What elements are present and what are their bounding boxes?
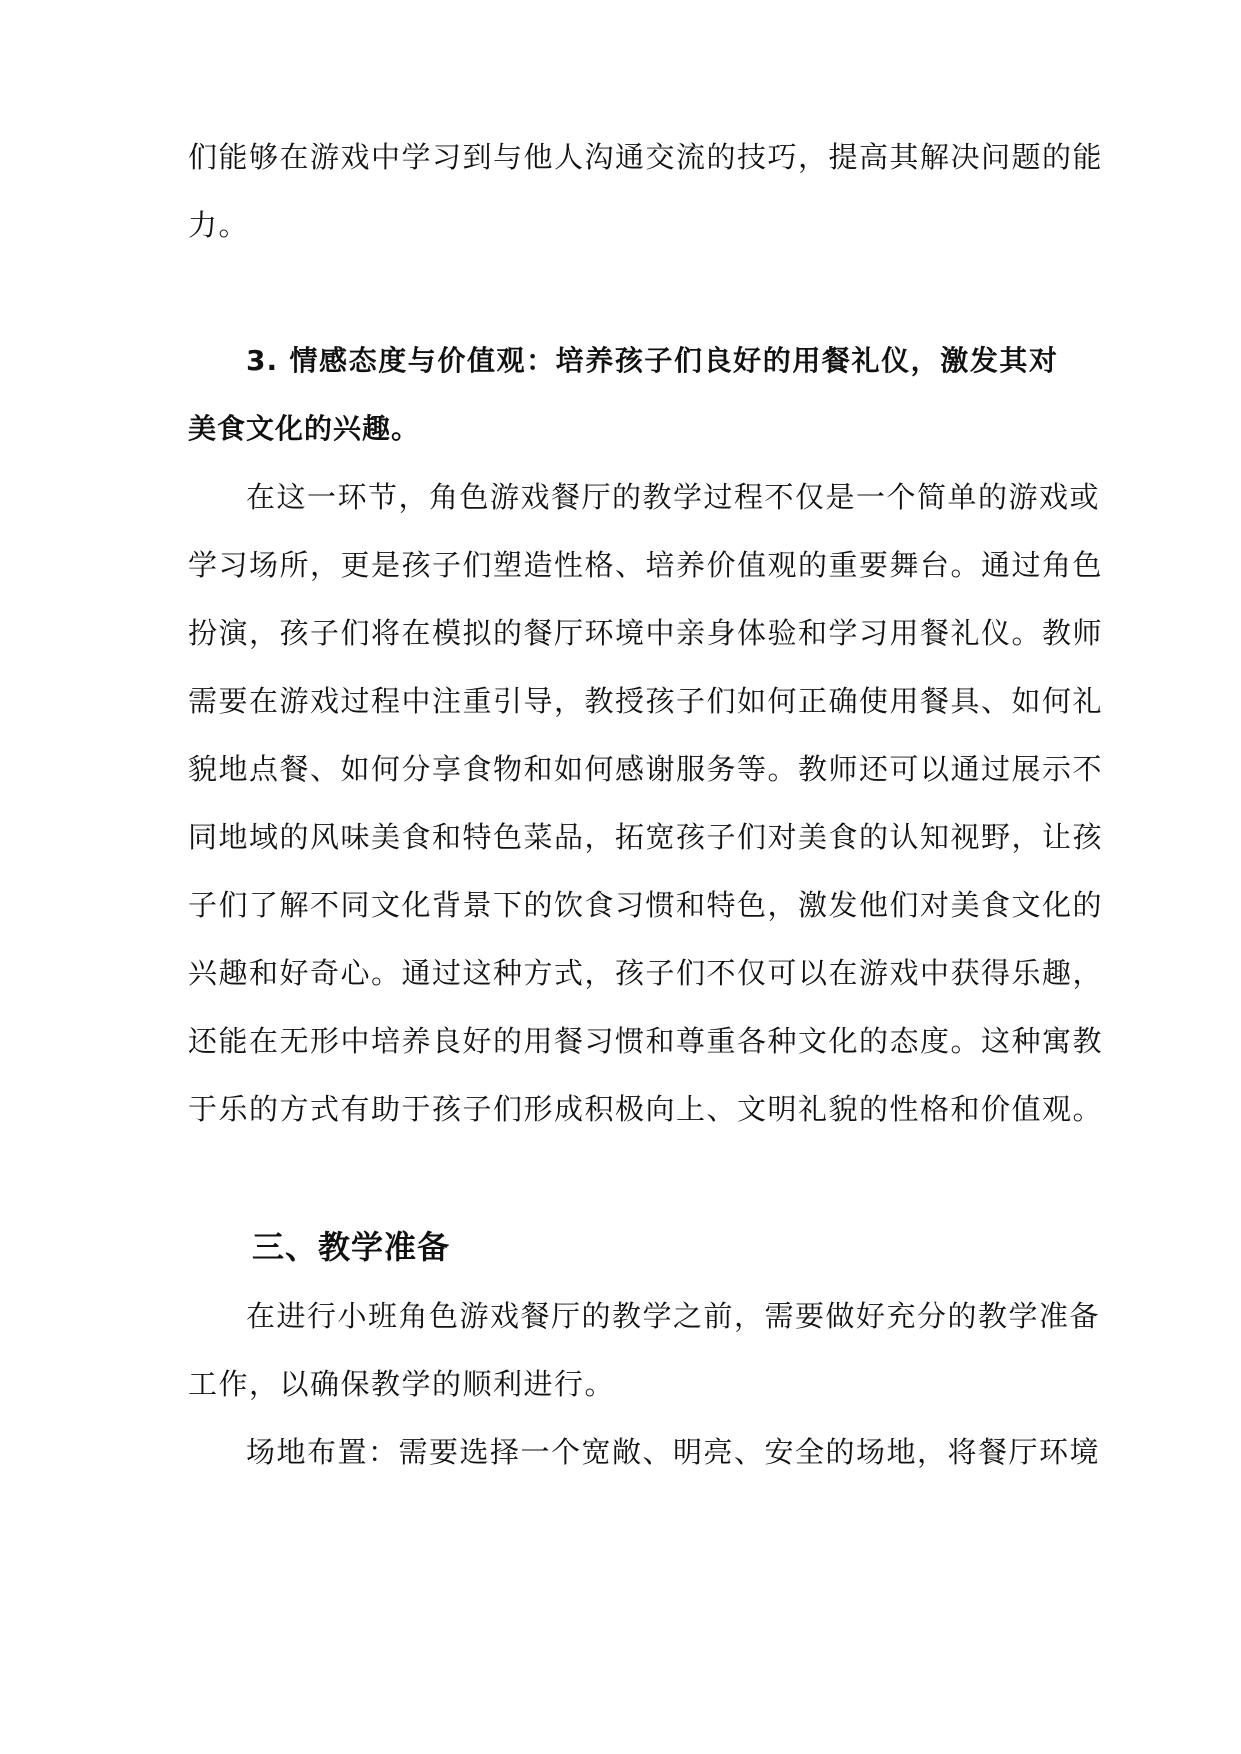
paragraph-line: 需要在游戏过程中注重引导，教授孩子们如何正确使用餐具、如何礼 [188,684,1104,718]
paragraph-line: 们能够在游戏中学习到与他人沟通交流的技巧，提高其解决问题的能 [188,140,1104,174]
section-point-heading: 美食文化的兴趣。 [188,412,421,445]
paragraph-line: 工作，以确保教学的顺利进行。 [188,1367,616,1401]
paragraph-line: 兴趣和好奇心。通过这种方式，孩子们不仅可以在游戏中获得乐趣， [188,956,1104,990]
paragraph-line: 学习场所，更是孩子们塑造性格、培养价值观的重要舞台。通过角色 [188,548,1104,582]
paragraph-line: 于乐的方式有助于孩子们形成积极向上、文明礼貌的性格和价值观。 [188,1092,1104,1126]
section-heading: 三、教学准备 [252,1228,451,1266]
paragraph-line: 场地布置：需要选择一个宽敞、明亮、安全的场地，将餐厅环境 [246,1435,1101,1469]
paragraph-line: 扮演，孩子们将在模拟的餐厅环境中亲身体验和学习用餐礼仪。教师 [188,616,1104,650]
paragraph-line: 在这一环节，角色游戏餐厅的教学过程不仅是一个简单的游戏或 [246,480,1101,514]
paragraph-line: 子们了解不同文化背景下的饮食习惯和特色，激发他们对美食文化的 [188,888,1104,922]
section-point-heading: 3. 情感态度与价值观：培养孩子们良好的用餐礼仪，激发其对 [246,344,1058,377]
paragraph-line: 还能在无形中培养良好的用餐习惯和尊重各种文化的态度。这种寓教 [188,1024,1104,1058]
paragraph-line: 同地域的风味美食和特色菜品，拓宽孩子们对美食的认知视野，让孩 [188,820,1104,854]
paragraph-line: 貌地点餐、如何分享食物和如何感谢服务等。教师还可以通过展示不 [188,752,1104,786]
paragraph-line: 在进行小班角色游戏餐厅的教学之前，需要做好充分的教学准备 [246,1299,1101,1333]
paragraph-line: 力。 [188,208,250,242]
